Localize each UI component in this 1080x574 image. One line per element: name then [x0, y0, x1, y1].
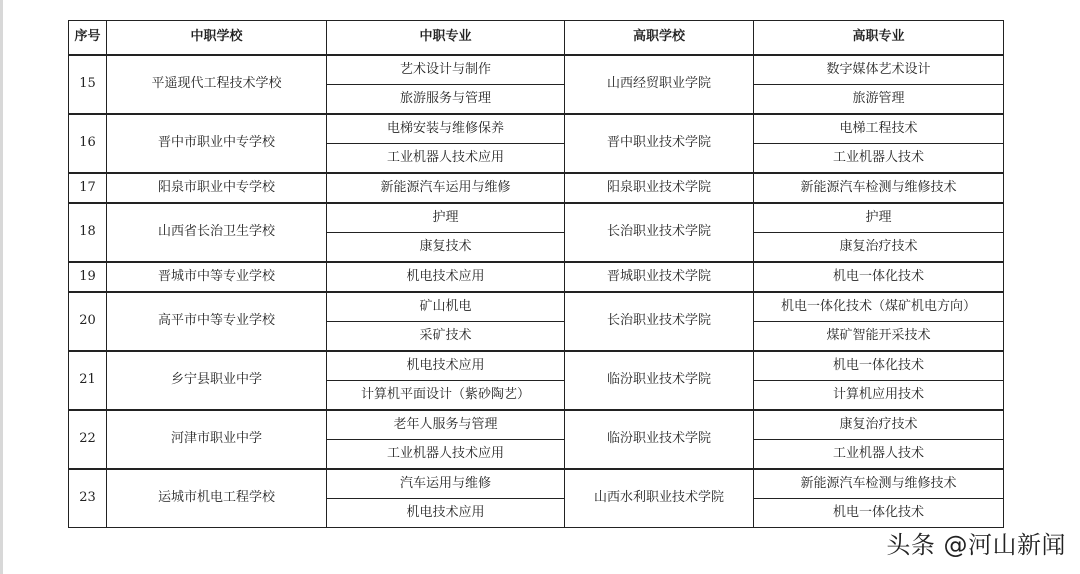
row-number: 22	[69, 410, 107, 469]
row-number: 19	[69, 262, 107, 292]
header-college: 高职学校	[565, 21, 754, 56]
college: 晋城职业技术学院	[565, 262, 754, 292]
secondary-major: 矿山机电	[327, 292, 565, 322]
college-major: 计算机应用技术	[754, 381, 1004, 411]
college: 长治职业技术学院	[565, 203, 754, 262]
table-row	[69, 203, 1004, 233]
college: 晋中职业技术学院	[565, 114, 754, 173]
table-row	[69, 469, 1004, 499]
secondary-major: 老年人服务与管理	[327, 410, 565, 440]
secondary-major: 汽车运用与维修	[327, 469, 565, 499]
secondary-school: 晋城市中等专业学校	[107, 262, 327, 292]
secondary-major: 工业机器人技术应用	[327, 144, 565, 174]
header-college-major: 高职专业	[754, 21, 1004, 56]
table-row	[69, 114, 1004, 144]
watermark: 头条 @河山新闻	[886, 531, 1066, 559]
secondary-major: 机电技术应用	[327, 499, 565, 528]
college-major: 新能源汽车检测与维修技术	[754, 469, 1004, 499]
secondary-major: 艺术设计与制作	[327, 55, 565, 85]
secondary-school: 运城市机电工程学校	[107, 469, 327, 528]
college: 山西经贸职业学院	[565, 55, 754, 114]
college-major: 工业机器人技术	[754, 144, 1004, 174]
row-number: 20	[69, 292, 107, 351]
left-edge-divider	[0, 0, 3, 574]
table-row	[69, 351, 1004, 381]
secondary-major: 机电技术应用	[327, 262, 565, 292]
row-number: 17	[69, 173, 107, 203]
college-major: 机电一体化技术	[754, 262, 1004, 292]
secondary-major: 机电技术应用	[327, 351, 565, 381]
secondary-major: 旅游服务与管理	[327, 85, 565, 115]
table-header-row	[69, 21, 1004, 56]
secondary-school: 晋中市职业中专学校	[107, 114, 327, 173]
table-row	[69, 173, 1004, 203]
college-major: 机电一体化技术（煤矿机电方向）	[754, 292, 1004, 322]
college-major: 护理	[754, 203, 1004, 233]
secondary-school: 阳泉市职业中专学校	[107, 173, 327, 203]
table-row	[69, 55, 1004, 85]
college-major: 机电一体化技术	[754, 351, 1004, 381]
college: 山西水利职业技术学院	[565, 469, 754, 528]
secondary-major: 康复技术	[327, 233, 565, 263]
secondary-school: 河津市职业中学	[107, 410, 327, 469]
college: 长治职业技术学院	[565, 292, 754, 351]
header-secondary-school: 中职学校	[107, 21, 327, 56]
college-major: 机电一体化技术	[754, 499, 1004, 528]
college-major: 煤矿智能开采技术	[754, 322, 1004, 352]
college: 临汾职业技术学院	[565, 351, 754, 410]
secondary-major: 新能源汽车运用与维修	[327, 173, 565, 203]
college-major: 旅游管理	[754, 85, 1004, 115]
college-major: 康复治疗技术	[754, 233, 1004, 263]
college-major: 康复治疗技术	[754, 410, 1004, 440]
header-secondary-major: 中职专业	[327, 21, 565, 56]
college-major: 数字媒体艺术设计	[754, 55, 1004, 85]
secondary-major: 采矿技术	[327, 322, 565, 352]
secondary-school: 平遥现代工程技术学校	[107, 55, 327, 114]
college-major: 工业机器人技术	[754, 440, 1004, 470]
row-number: 18	[69, 203, 107, 262]
row-number: 21	[69, 351, 107, 410]
college: 临汾职业技术学院	[565, 410, 754, 469]
table-row	[69, 292, 1004, 322]
college-major: 电梯工程技术	[754, 114, 1004, 144]
row-number: 16	[69, 114, 107, 173]
college: 阳泉职业技术学院	[565, 173, 754, 203]
header-no: 序号	[69, 21, 107, 56]
table-row	[69, 262, 1004, 292]
enrollment-table	[68, 20, 1004, 528]
secondary-major: 计算机平面设计（紫砂陶艺）	[327, 381, 565, 411]
secondary-major: 工业机器人技术应用	[327, 440, 565, 470]
secondary-major: 电梯安装与维修保养	[327, 114, 565, 144]
college-major: 新能源汽车检测与维修技术	[754, 173, 1004, 203]
secondary-school: 山西省长治卫生学校	[107, 203, 327, 262]
row-number: 23	[69, 469, 107, 528]
table-row	[69, 410, 1004, 440]
row-number: 15	[69, 55, 107, 114]
secondary-school: 乡宁县职业中学	[107, 351, 327, 410]
secondary-school: 高平市中等专业学校	[107, 292, 327, 351]
secondary-major: 护理	[327, 203, 565, 233]
